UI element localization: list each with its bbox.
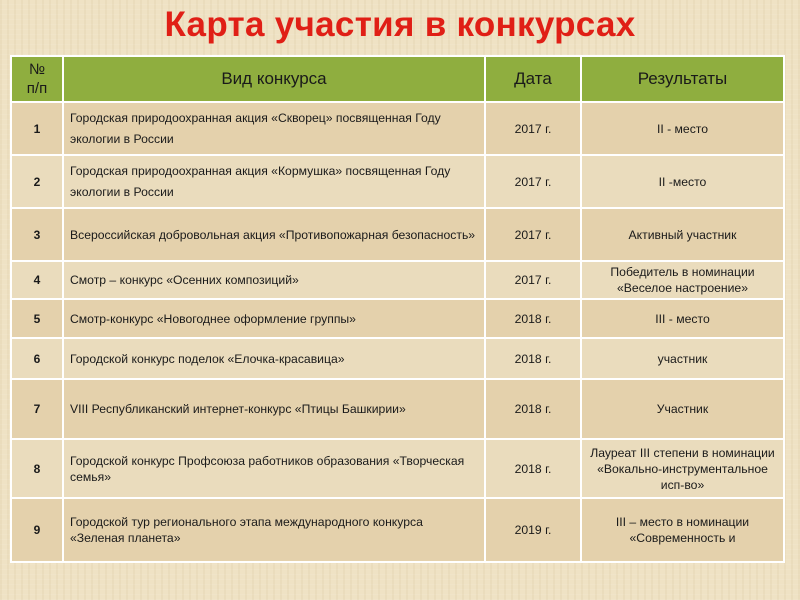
contest-result: II - место [581, 102, 784, 155]
table-header-row [11, 56, 784, 102]
table-row [11, 208, 784, 261]
header-num-label: № п/п [26, 61, 48, 97]
table-row [11, 299, 784, 338]
contest-name: Всероссийская добровольная акция «Противопожарная безопасность» [63, 208, 485, 261]
contest-date: 2018 г. [485, 439, 581, 498]
contest-date: 2017 г. [485, 208, 581, 261]
contest-result: II -место [581, 155, 784, 208]
table-row [11, 498, 784, 562]
row-number: 8 [11, 439, 63, 498]
contest-name: Городской конкурс поделок «Елочка-красавица» [63, 338, 485, 379]
contest-name: Городская природоохранная акция «Скворец» посвященная Году экологии в России [63, 102, 485, 155]
contest-result: Лауреат III степени в номинации «Вокально-инструментальное исп-во» [581, 439, 784, 498]
contest-name: Городской конкурс Профсоюза работников образования «Творческая семья» [63, 439, 485, 498]
header-num [11, 56, 63, 102]
contest-result: Участник [581, 379, 784, 439]
contest-result: III - место [581, 299, 784, 338]
contest-name: Смотр – конкурс «Осенних композиций» [63, 261, 485, 299]
header-date: Дата [485, 56, 581, 102]
contest-date: 2018 г. [485, 299, 581, 338]
row-number: 1 [11, 102, 63, 155]
table-row [11, 155, 784, 208]
table-row [11, 102, 784, 155]
contest-date: 2018 г. [485, 338, 581, 379]
table-row [11, 338, 784, 379]
contest-date: 2017 г. [485, 102, 581, 155]
contest-date: 2018 г. [485, 379, 581, 439]
contest-date: 2019 г. [485, 498, 581, 562]
row-number: 9 [11, 498, 63, 562]
row-number: 4 [11, 261, 63, 299]
contest-date: 2017 г. [485, 261, 581, 299]
table-row [11, 379, 784, 439]
contest-result: Активный участник [581, 208, 784, 261]
header-contest: Вид конкурса [63, 56, 485, 102]
contest-name: VIII Республиканский интернет-конкурс «Птицы Башкирии» [63, 379, 485, 439]
page-title: Карта участия в конкурсах [164, 5, 636, 44]
row-number: 3 [11, 208, 63, 261]
table-row [11, 439, 784, 498]
row-number: 5 [11, 299, 63, 338]
contest-date: 2017 г. [485, 155, 581, 208]
contest-name: Городской тур регионального этапа международного конкурса «Зеленая планета» [63, 498, 485, 562]
contest-result: участник [581, 338, 784, 379]
header-results: Результаты [581, 56, 784, 102]
contest-table [10, 55, 785, 563]
contest-name: Смотр-конкурс «Новогоднее оформление группы» [63, 299, 485, 338]
contest-name: Городская природоохранная акция «Кормушка» посвященная Году экологии в России [63, 155, 485, 208]
row-number: 7 [11, 379, 63, 439]
contest-result: III – место в номинации «Современность и [581, 498, 784, 562]
contest-result: Победитель в номинации «Веселое настроение» [581, 261, 784, 299]
row-number: 2 [11, 155, 63, 208]
table-row [11, 261, 784, 299]
row-number: 6 [11, 338, 63, 379]
